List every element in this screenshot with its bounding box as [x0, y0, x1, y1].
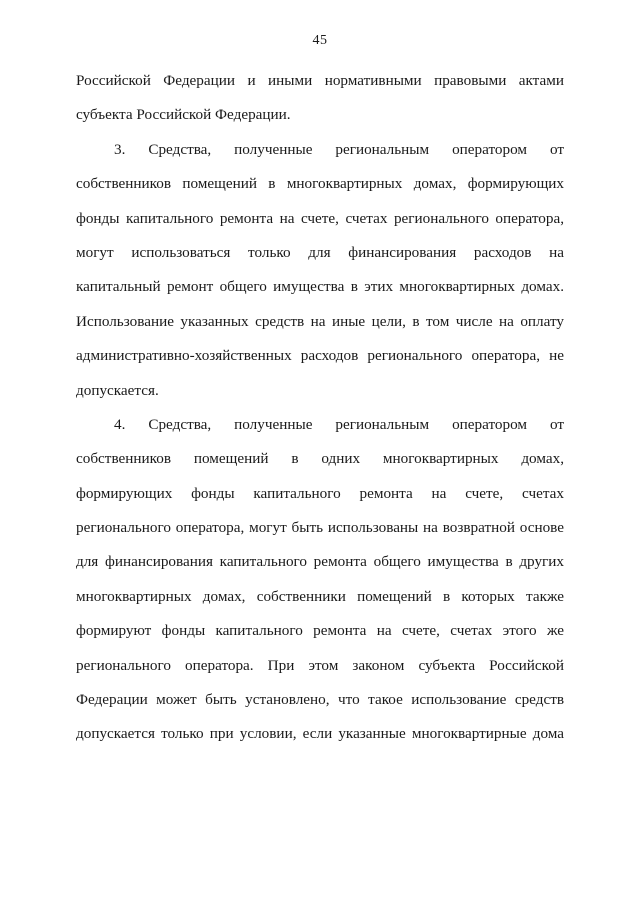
text-line: собственников помещений в многоквартирных домах, формирующих	[76, 175, 564, 193]
text-line: регионального оператора. При этом законом субъекта Российской	[76, 656, 564, 674]
text-line: собственников помещений в одних многоквартирных домах,	[76, 450, 564, 468]
text-line: Федерации может быть установлено, что такое использование средств	[76, 691, 564, 709]
text-line: многоквартирных домах, собственники помещений в которых также	[76, 587, 564, 605]
text-line: капитальный ремонт общего имущества в этих многоквартирных домах.	[76, 278, 564, 296]
text-line: регионального оператора, могут быть использованы на возвратной основе	[76, 519, 564, 537]
text-line: допускается только при условии, если указанные многоквартирные дома	[76, 725, 564, 743]
text-line: 3. Средства, полученные региональным оператором от	[114, 140, 564, 158]
text-line: субъекта Российской Федерации.	[76, 106, 291, 124]
text-line: Российской Федерации и иными нормативными правовыми актами	[76, 72, 564, 89]
text-line: могут использоваться только для финансирования расходов на	[76, 243, 564, 261]
text-line: административно-хозяйственных расходов регионального оператора, не	[76, 347, 564, 365]
body-text	[76, 64, 564, 752]
text-line: фонды капитального ремонта на счете, счетах регионального оператора,	[76, 209, 564, 227]
page-number: 45	[312, 33, 328, 48]
text-line: для финансирования капитального ремонта общего имущества в других	[76, 553, 564, 571]
text-line: формирующих фонды капитального ремонта на счете, счетах	[76, 484, 564, 502]
text-line: допускается.	[76, 381, 159, 399]
text-line: формируют фонды капитального ремонта на счете, счетах этого же	[76, 622, 564, 640]
text-line: Использование указанных средств на иные цели, в том числе на оплату	[76, 312, 564, 330]
text-line: 4. Средства, полученные региональным оператором от	[114, 415, 564, 433]
